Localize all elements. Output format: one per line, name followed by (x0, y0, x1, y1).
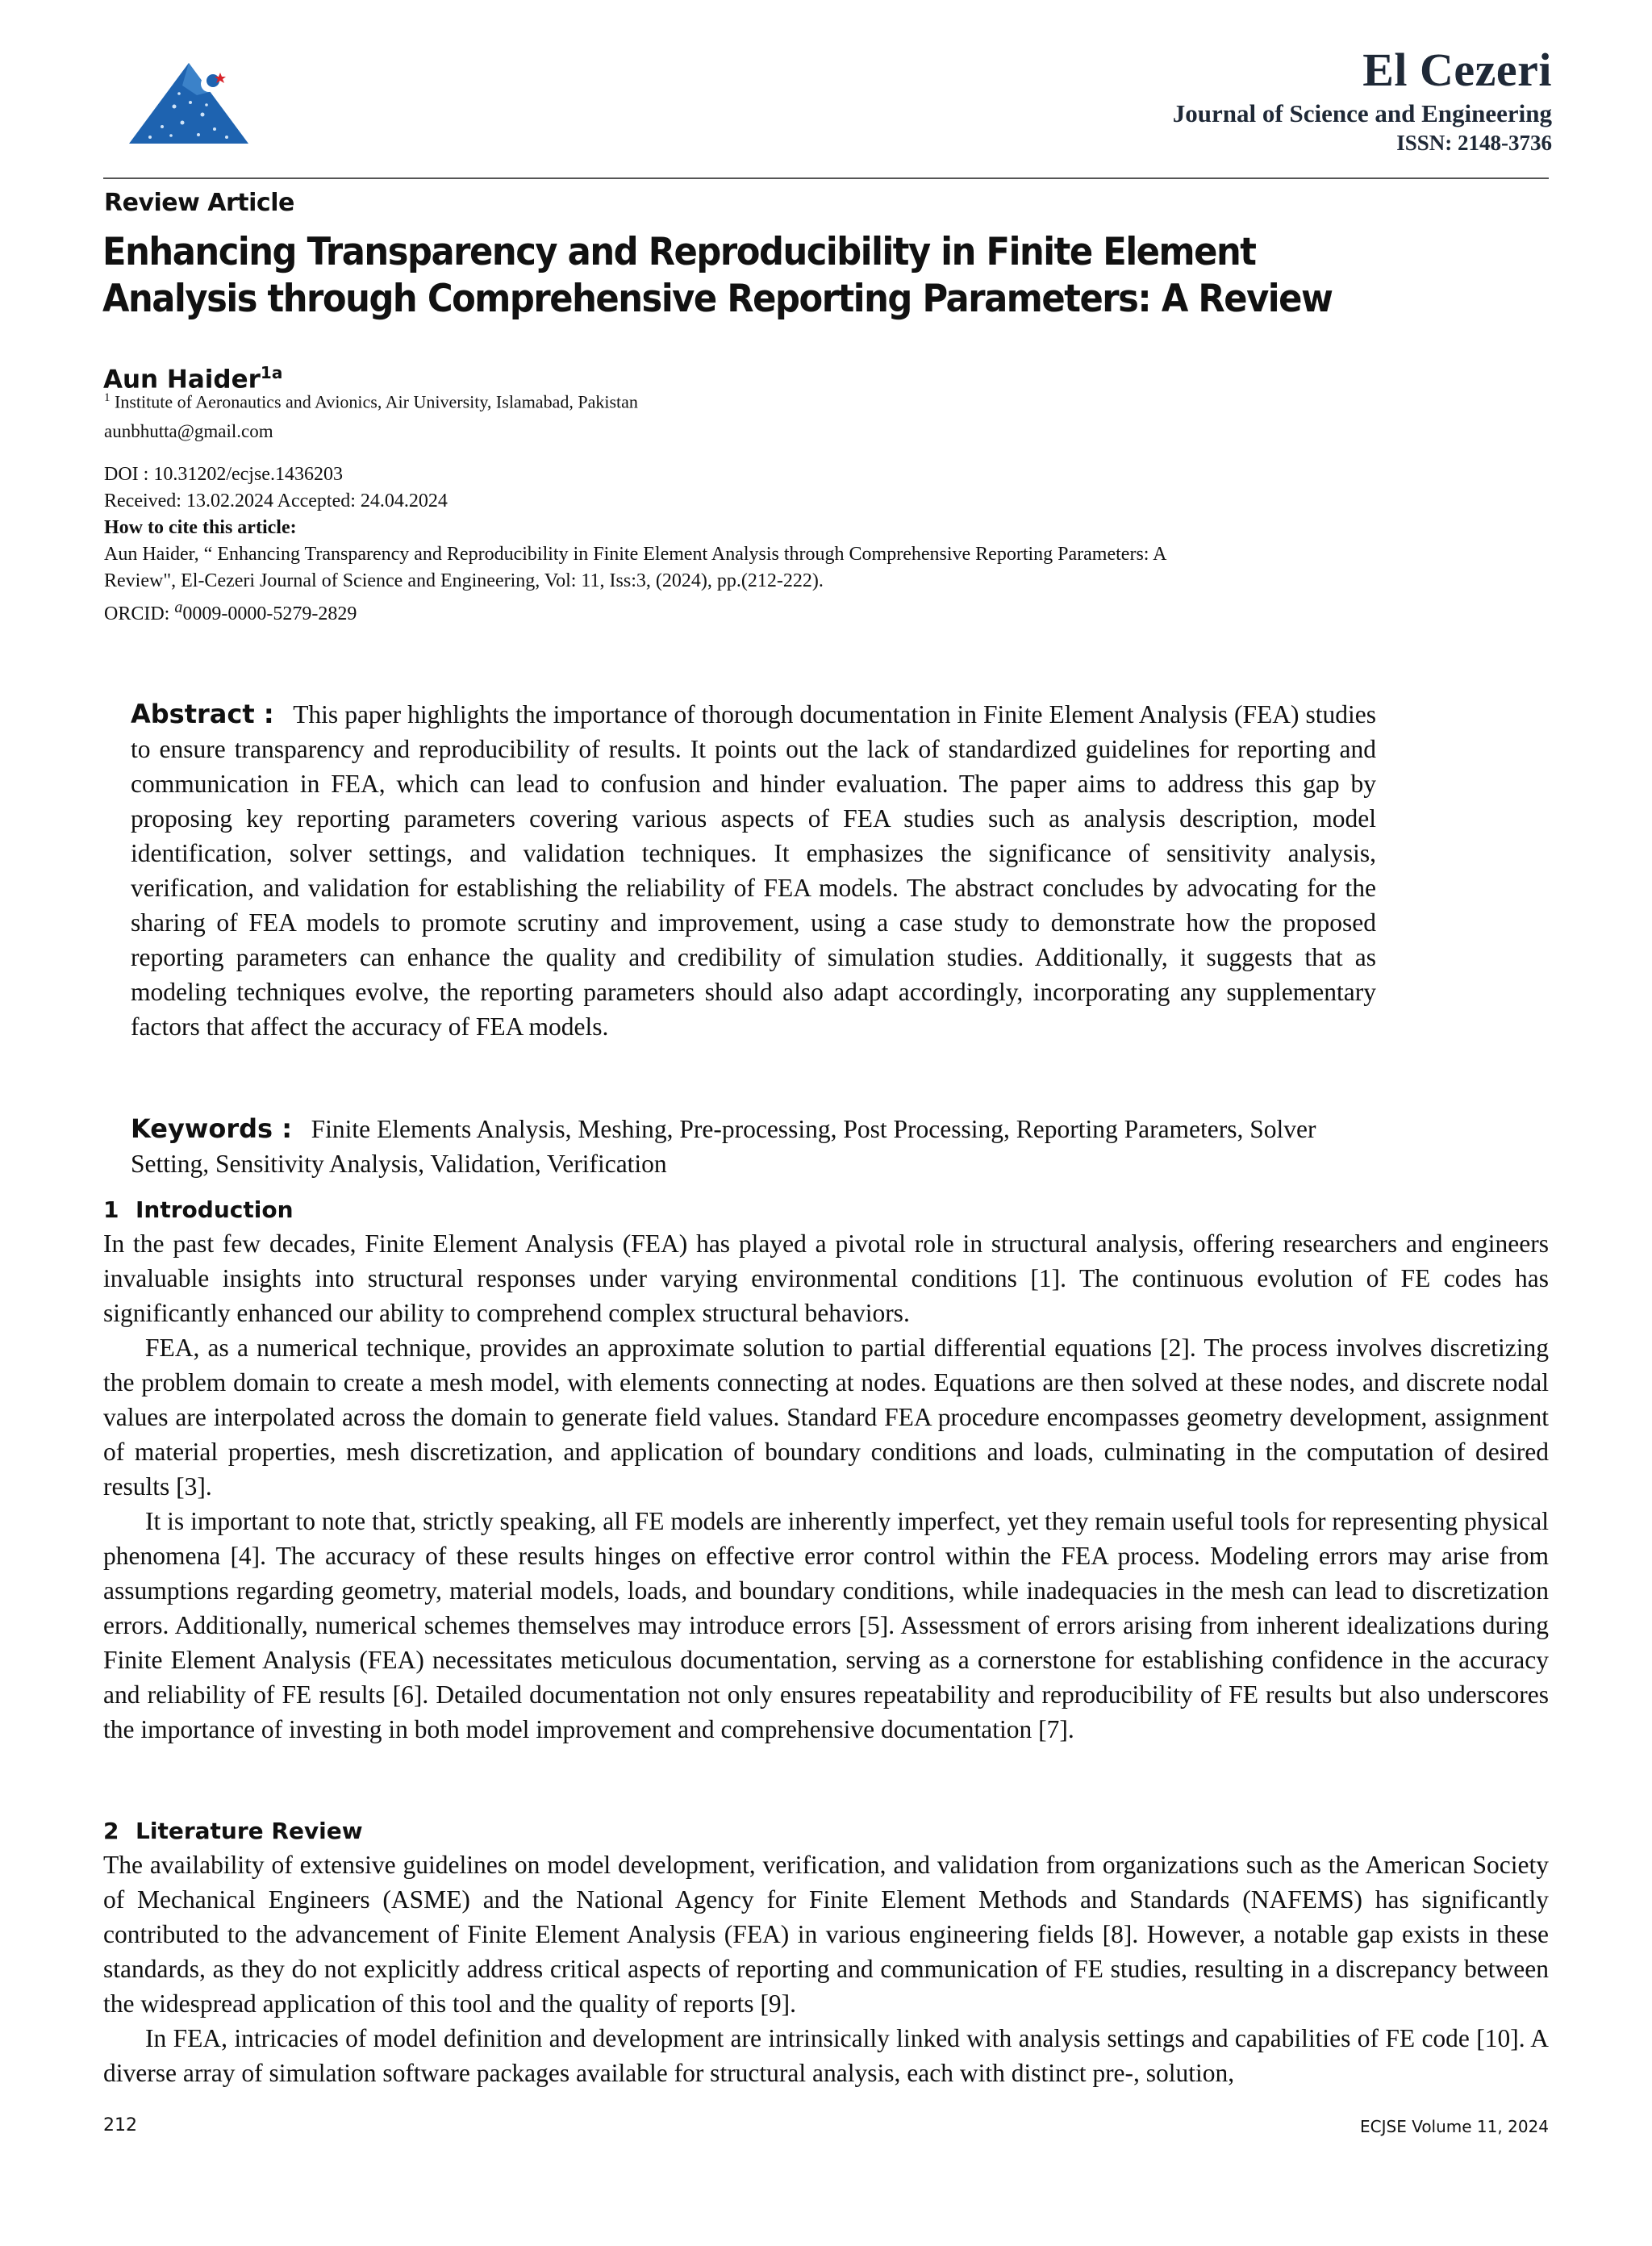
intro-paragraph-3: It is important to note that, strictly speaking, all FE models are inherently imperfect, yet they remain useful tools for representing physical phenomena [4]. The accuracy of these results hinges on effective error control within the FEA process. Modeling errors may arise from assumptions regarding geometry, material models, loads, and boundary conditions, while inadequacies in the mesh can lead to discretization errors. Additionally, numerical schemes themselves may introduce errors [5]. Assessment of errors arising from inherent idealizations during Finite Element Analysis (FEA) necessitates meticulous documentation, serving as a cornerstone for establishing confidence in the accuracy and reliability of FE results [6]. Detailed documentation not only ensures repeatability and reproducibility of FE results but also underscores the importance of investing in both model improvement and comprehensive documentation [7]. (103, 1507, 1549, 1743)
journal-issn: ISSN: 2148-3736 (1396, 131, 1552, 155)
section-heading-literature-review (103, 1815, 1549, 1847)
lit-paragraph-2: In FEA, intricacies of model definition and development are intrinsically linked with analysis settings and capabilities of FE code [10]. A diverse array of simulation software packages available for structural analysis, each with distinct pre-, solution, (103, 2024, 1549, 2087)
header-rule (103, 177, 1549, 179)
page-number: 212 (103, 2115, 137, 2135)
section-title: Literature Review (136, 1818, 363, 1844)
journal-masthead (1173, 42, 1552, 157)
journal-name: El Cezeri (1362, 44, 1552, 96)
citation-line-2: Review", El-Cezeri Journal of Science and Engineering, Vol: 11, Iss:3, (2024), pp.(212-222). (104, 570, 824, 591)
intro-paragraph-1: In the past few decades, Finite Element Analysis (FEA) has played a pivotal role in structural analysis, offering researchers and engineers invaluable insights into structural responses under varying environmental conditions [1]. The continuous evolution of FE codes has significantly enhanced our ability to comprehend complex structural behaviors. (103, 1229, 1549, 1327)
doi[interactable]: DOI : 10.31202/ecjse.1436203 (104, 464, 343, 485)
affiliation-number: 1 (104, 391, 111, 404)
abstract-label: Abstract : (131, 699, 274, 729)
section-literature-review (103, 1815, 1549, 2090)
paper-title (102, 229, 1438, 323)
orcid-superscript: a (174, 599, 183, 616)
citation-line-1: Aun Haider, “ Enhancing Transparency and Reproducibility in Finite Element Analysis through Comprehensive Reporting Parameters: A (104, 544, 1167, 565)
section-number: 1 (103, 1196, 119, 1223)
abstract (131, 697, 1376, 1044)
affiliation-text: Institute of Aeronautics and Avionics, Air University, Islamabad, Pakistan (115, 391, 638, 412)
keywords (131, 1112, 1376, 1181)
orcid-id[interactable]: 0009-0000-5279-2829 (182, 603, 357, 624)
author-superscript: 1a (260, 363, 283, 382)
intro-paragraph-2: FEA, as a numerical technique, provides an approximate solution to partial differential equations [2]. The process involves discretizing the problem domain to create a mesh model, with elements connecting at nodes. Equations are then solved at these nodes, and discrete nodal values are interpolated across the domain to generate field values. Standard FEA procedure encompasses geometry development, assignment of material properties, mesh discretization, and application of boundary conditions and loads, culminating in the computation of desired results [3]. (103, 1334, 1549, 1501)
author-email[interactable]: aunbhutta@gmail.com (104, 421, 273, 441)
article-type: Review Article (104, 189, 294, 217)
orcid-label: ORCID: (104, 603, 175, 624)
affiliation (104, 386, 638, 414)
journal-subtitle: Journal of Science and Engineering (1172, 99, 1552, 127)
title-line-1: Enhancing Transparency and Reproducibility in Finite Element (102, 230, 1256, 274)
section-number: 2 (103, 1818, 119, 1844)
section-introduction (103, 1194, 1549, 1747)
keywords-text: Finite Elements Analysis, Meshing, Pre-processing, Post Processing, Reporting Parameters, Solver Setting, Sensitivity Analysis, Validation, Verification (131, 1115, 1316, 1178)
section-heading-introduction (103, 1194, 1549, 1226)
title-line-2: Analysis through Comprehensive Reporting Parameters: A Review (102, 277, 1333, 321)
lit-paragraph-1: The availability of extensive guidelines on model development, verification, and validation from organizations such as the American Society of Mechanical Engineers (ASME) and the National Agency for Finite Element Methods and Standards (NAFEMS) has significantly contributed to the advancement of Finite Element Analysis (FEA) in various engineering fields [8]. However, a notable gap exists in these standards, as they do not explicitly address critical aspects of reporting and communication of FE studies, resulting in a discrepancy between the widespread application of this tool and the quality of reports [9]. (103, 1851, 1549, 2018)
orcid (104, 595, 1475, 628)
cite-heading: How to cite this article: (104, 517, 297, 538)
keywords-label: Keywords : (131, 1113, 293, 1144)
footer-volume: ECJSE Volume 11, 2024 (1360, 2117, 1549, 2136)
section-title: Introduction (136, 1196, 294, 1223)
author-name-text: Aun Haider (103, 365, 261, 395)
abstract-text: This paper highlights the importance of thorough documentation in Finite Element Analysis (FEA) studies to ensure transparency and reproducibility of results. It points out the lack of standardized guidelines for reporting and communication in FEA, which can lead to confusion and hinder evaluation. The paper aims to address this gap by proposing key reporting parameters covering various aspects of FEA studies such as analysis description, model identification, solver settings, and validation techniques. It emphasizes the significance of sensitivity analysis, verification, and validation for establishing the reliability of FEA models. The abstract concludes by advocating for the sharing of FEA models to promote scrutiny and improvement, using a case study to demonstrate how the proposed reporting parameters can enhance the quality and credibility of simulation studies. Additionally, it suggests that as modeling techniques evolve, the reporting parameters should also adapt accordingly, incorporating any supplementary factors that affect the accuracy of FEA models. (131, 700, 1377, 1041)
received-accepted-dates: Received: 13.02.2024 Accepted: 24.04.2024 (104, 491, 448, 511)
journal-logo (126, 58, 252, 147)
article-metadata (104, 461, 1475, 628)
